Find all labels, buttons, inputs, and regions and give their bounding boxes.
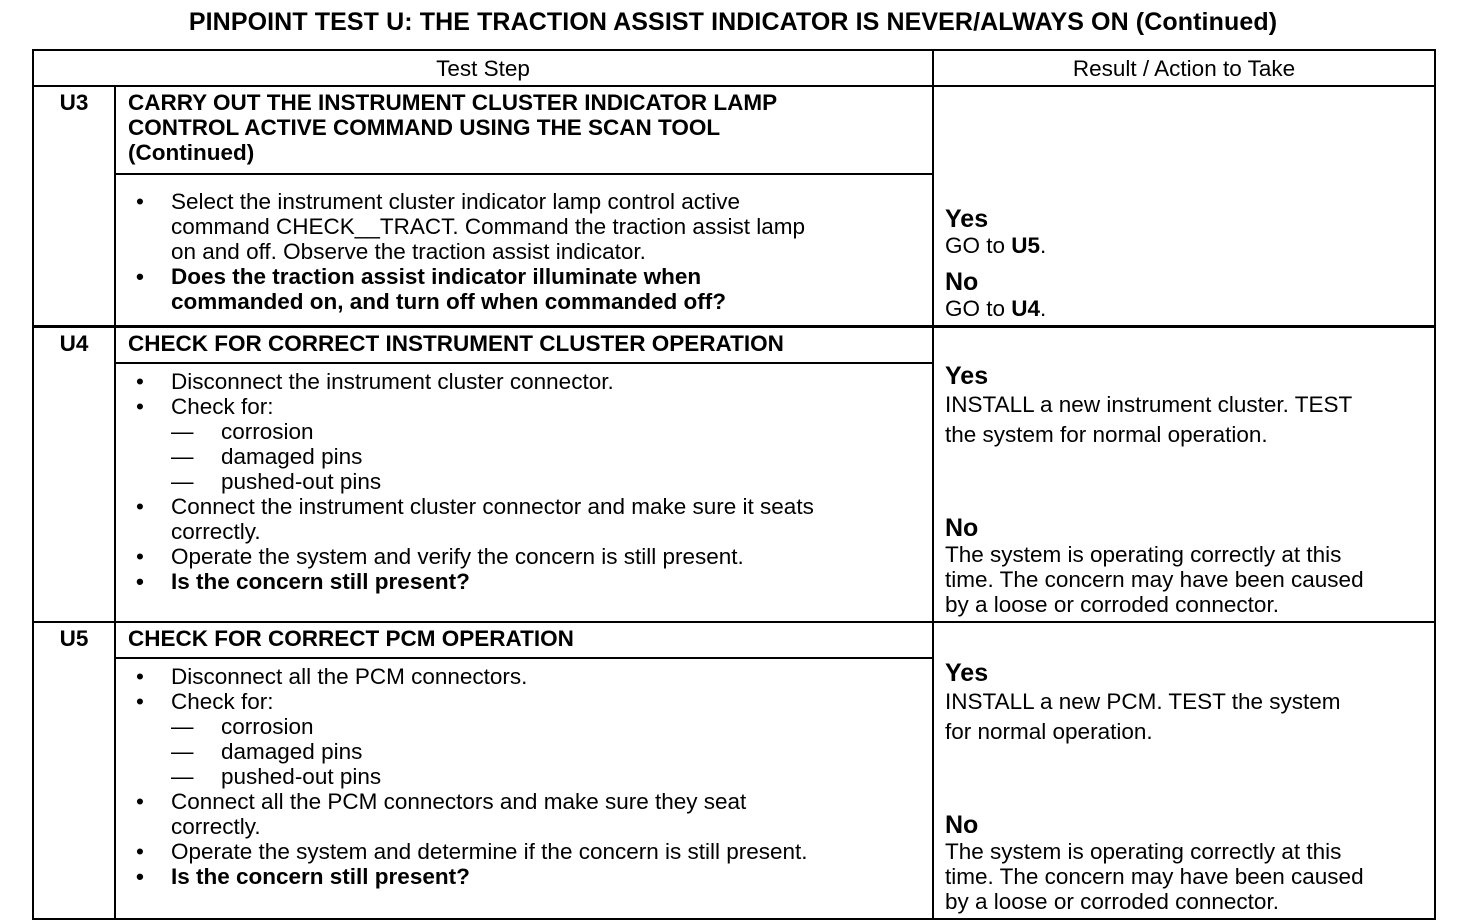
table-header-row — [33, 50, 1435, 86]
list-item: • Operate the system and determine if the concern is still present. — [126, 839, 922, 864]
list-item: • Connect the instrument cluster connector and make sure it seats correctly. — [126, 494, 922, 544]
result-no-text: GO to U4. — [945, 296, 1047, 321]
result-yes-label: Yes — [945, 205, 989, 233]
result-yes-label: Yes — [945, 362, 989, 390]
result-yes-text: GO to U5. — [945, 233, 1047, 258]
result-no-text: The system is operating correctly at this time. The concern may have been caused by a loose or corroded connector. — [945, 839, 1364, 914]
result-yes-label: Yes — [945, 659, 989, 687]
result-yes-text: INSTALL a new PCM. TEST the system for normal operation. — [945, 689, 1341, 744]
result-cell-u3 — [933, 86, 1435, 327]
step-body-u4 — [115, 363, 933, 622]
step-heading-u3: CARRY OUT THE INSTRUMENT CLUSTER INDICATOR LAMP CONTROL ACTIVE COMMAND USING THE SCAN TOOL (Continued) — [115, 86, 933, 174]
step-code-u3: U3 — [33, 86, 115, 327]
step-heading-u5: CHECK FOR CORRECT PCM OPERATION — [115, 622, 933, 658]
list-item: • Is the concern still present? — [126, 569, 922, 594]
list-item: • Is the concern still present? — [126, 864, 922, 889]
step-body-u5 — [115, 658, 933, 919]
table-row-u4-heading — [33, 327, 1435, 363]
step-code-u5: U5 — [33, 622, 115, 919]
list-item: • Select the instrument cluster indicator lamp control active command CHECK__TRACT. Command the traction assist lamp on and off. Observe the traction assist indicator. — [126, 189, 922, 264]
list-item: — corrosion — [126, 714, 922, 739]
list-item: • Check for: — [126, 689, 922, 714]
list-item: • Check for: — [126, 394, 922, 419]
result-no-label: No — [945, 514, 979, 542]
list-item: — corrosion — [126, 419, 922, 444]
list-item: • Connect all the PCM connectors and make sure they seat correctly. — [126, 789, 922, 839]
list-item: — damaged pins — [126, 444, 922, 469]
result-no-text: The system is operating correctly at this time. The concern may have been caused by a loose or corroded connector. — [945, 542, 1364, 617]
page-title: PINPOINT TEST U: THE TRACTION ASSIST INDICATOR IS NEVER/ALWAYS ON (Continued) — [188, 8, 1278, 36]
header-result-action: Result / Action to Take — [933, 50, 1435, 86]
table-row-u3-heading — [33, 86, 1435, 174]
result-cell-u5 — [933, 622, 1435, 919]
list-item: — pushed-out pins — [126, 469, 922, 494]
table-row-u5-heading — [33, 622, 1435, 658]
list-item: • Does the traction assist indicator illuminate when commanded on, and turn off when commanded off? — [126, 264, 922, 314]
result-no-label: No — [945, 268, 979, 296]
list-item: — damaged pins — [126, 739, 922, 764]
list-item: • Disconnect all the PCM connectors. — [126, 664, 922, 689]
step-code-u4: U4 — [33, 327, 115, 623]
list-item: • Disconnect the instrument cluster connector. — [126, 369, 922, 394]
header-test-step: Test Step — [33, 50, 933, 86]
result-cell-u4 — [933, 327, 1435, 623]
result-yes-text: INSTALL a new instrument cluster. TEST the system for normal operation. — [945, 392, 1353, 447]
step-body-u3 — [115, 174, 933, 326]
pinpoint-test-table — [32, 49, 1436, 920]
list-item: — pushed-out pins — [126, 764, 922, 789]
step-heading-u4: CHECK FOR CORRECT INSTRUMENT CLUSTER OPERATION — [115, 327, 933, 363]
result-no-label: No — [945, 811, 979, 839]
list-item: • Operate the system and verify the concern is still present. — [126, 544, 922, 569]
